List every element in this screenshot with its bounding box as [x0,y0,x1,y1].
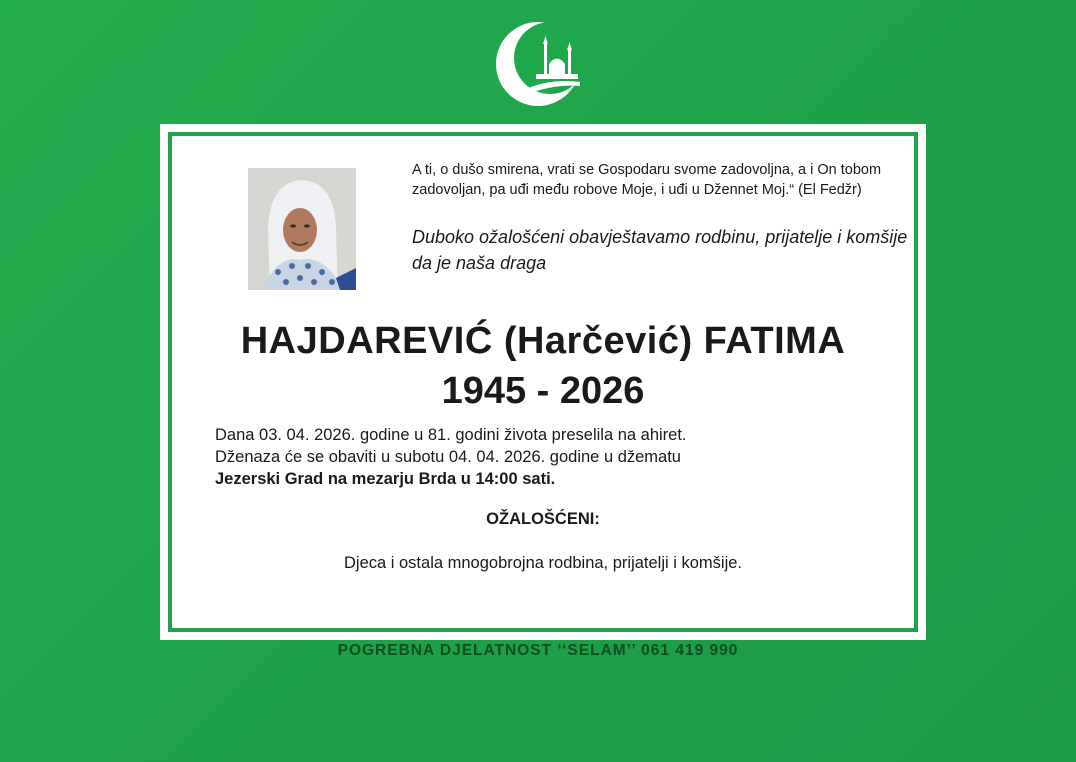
funeral-service-footer: POGREBNA DJELATNOST ‘‘SELAM’’ 061 419 990 [337,642,739,659]
mourners-heading: OŽALOŠĆENI: [486,510,600,528]
verse-text: A ti, o dušo smirena, vrati se Gospodaru svome zadovoljna, a i On tobom zadovoljan, pa uđi među robove Moje, i uđi u Džennet Moj.“ (El Fedžr) [412,162,882,198]
death-date-line: Dana 03. 04. 2026. godine u 81. godini života preselila na ahiret. [215,426,687,444]
deceased-name: HAJDAREVIĆ (Harčević) FATIMA [240,320,846,362]
life-years: 1945 - 2026 [441,370,645,412]
mourners-text: Djeca i ostala mnogobrojna rodbina, prijatelji i komšije. [343,554,743,572]
deceased-photo [248,168,356,290]
funeral-date-line: Dženaza će se obaviti u subotu 04. 04. 2026. godine u džematu [215,448,681,466]
crescent-mosque-icon [494,20,584,108]
obituary-card [160,124,926,640]
funeral-details [215,424,855,490]
intro-text: Duboko ožalošćeni obavještavamo rodbinu, prijatelje i komšije da je naša draga [412,227,908,273]
funeral-location-line: Jezerski Grad na mezarju Brda u 14:00 sati. [215,470,556,488]
